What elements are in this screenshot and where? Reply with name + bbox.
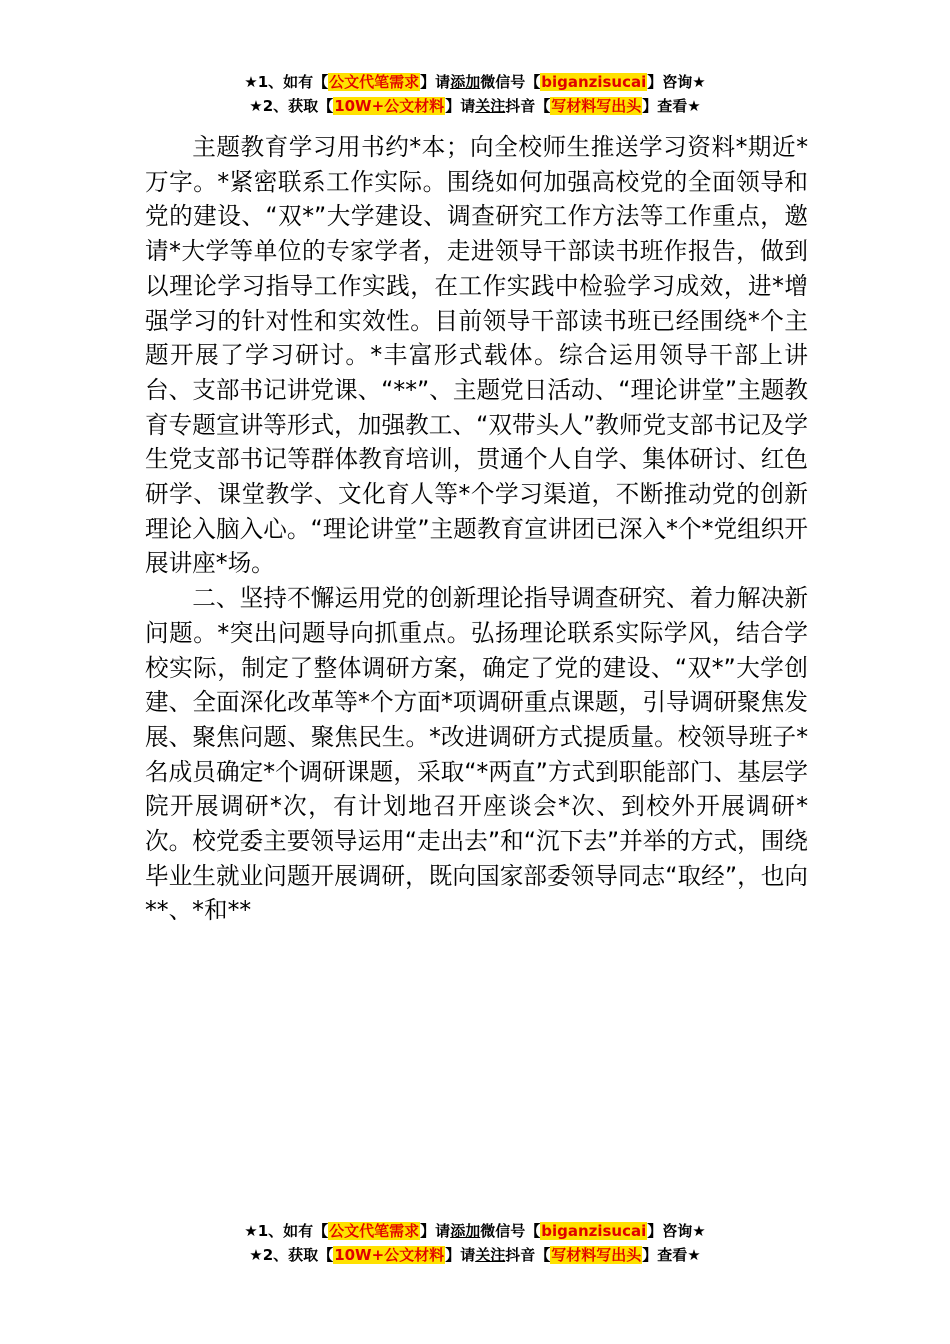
footer-banner bbox=[0, 1219, 950, 1267]
banner-underline: 添加 bbox=[450, 73, 481, 91]
document-body bbox=[145, 130, 808, 928]
banner-line-2 bbox=[0, 94, 950, 118]
banner-line-1 bbox=[0, 70, 950, 94]
banner-text: 抖音【 bbox=[505, 1246, 551, 1264]
banner-text: 】请 bbox=[420, 73, 451, 91]
banner-highlight: 公文代笔需求 bbox=[329, 1222, 420, 1240]
banner-highlight: 公文代笔需求 bbox=[329, 73, 420, 91]
body-paragraph: 主题教育学习用书约*本；向全校师生推送学习资料*期近*万字。*紧密联系工作实际。围绕如何加强高校党的全面领导和党的建设、“双*”大学建设、调查研究工作方法等工作重点，邀请*大学等单位的专家学者，走进领导干部读书班作报告，做到以理论学习指导工作实践，在工作实践中检验学习成效，进*增强学习的针对性和实效性。目前领导干部读书班已经围绕*个主题开展了学习研讨。*丰富形式载体。综合运用领导干部上讲台、支部书记讲党课、“**”、主题党日活动、“理论讲堂”主题教育专题宣讲等形式，加强教工、“双带头人”教师党支部书记及学生党支部书记等群体教育培训，贯通个人自学、集体研讨、红色研学、课堂教学、文化育人等*个学习渠道，不断推动党的创新理论入脑入心。“理论讲堂”主题教育宣讲团已深入*个*党组织开展讲座*场。 bbox=[145, 133, 808, 578]
banner-text: 微信号【 bbox=[480, 1222, 541, 1240]
body-paragraph: 二、坚持不懈运用党的创新理论指导调查研究、着力解决新问题。*突出问题导向抓重点。弘扬理论联系实际学风，结合学校实际，制定了整体调研方案，确定了党的建设、“双*”大学创建、全面深化改革等*个方面*项调研重点课题，引导调研聚焦发展、聚焦问题、聚焦民生。*改进调研方式提质量。校领导班子*名成员确定*个调研课题，采取“*两直”方式到职能部门、基层学院开展调研*次，有计划地召开座谈会*次、到校外开展调研*次。校党委主要领导运用“走出去”和“沉下去”并举的方式，围绕毕业生就业问题开展调研，既向国家部委领导同志“取经”，也向**、*和** bbox=[145, 584, 808, 925]
banner-text: 】查看★ bbox=[642, 1246, 701, 1264]
banner-line-2 bbox=[0, 1243, 950, 1267]
banner-text: 】请 bbox=[420, 1222, 451, 1240]
banner-highlight: 10W+公文材料 bbox=[334, 1246, 445, 1264]
banner-text: 】咨询★ bbox=[647, 73, 706, 91]
banner-text: ★2、获取【 bbox=[249, 1246, 334, 1264]
banner-text: ★2、获取【 bbox=[249, 97, 334, 115]
banner-text: ★1、如有【 bbox=[244, 1222, 329, 1240]
banner-text: 】咨询★ bbox=[647, 1222, 706, 1240]
banner-text: 】查看★ bbox=[642, 97, 701, 115]
banner-highlight: 写材料写出头 bbox=[551, 97, 642, 115]
banner-underline: 关注 bbox=[475, 1246, 506, 1264]
banner-highlight: 10W+公文材料 bbox=[334, 97, 445, 115]
banner-highlight: biganzisucai bbox=[541, 1222, 647, 1240]
banner-underline: 添加 bbox=[450, 1222, 481, 1240]
header-banner bbox=[0, 70, 950, 118]
banner-highlight: biganzisucai bbox=[541, 73, 647, 91]
banner-text: 】请 bbox=[445, 97, 476, 115]
banner-text: ★1、如有【 bbox=[244, 73, 329, 91]
banner-text: 微信号【 bbox=[480, 73, 541, 91]
banner-line-1 bbox=[0, 1219, 950, 1243]
banner-text: 】请 bbox=[445, 1246, 476, 1264]
banner-highlight: 写材料写出头 bbox=[551, 1246, 642, 1264]
banner-text: 抖音【 bbox=[505, 97, 551, 115]
banner-underline: 关注 bbox=[475, 97, 506, 115]
